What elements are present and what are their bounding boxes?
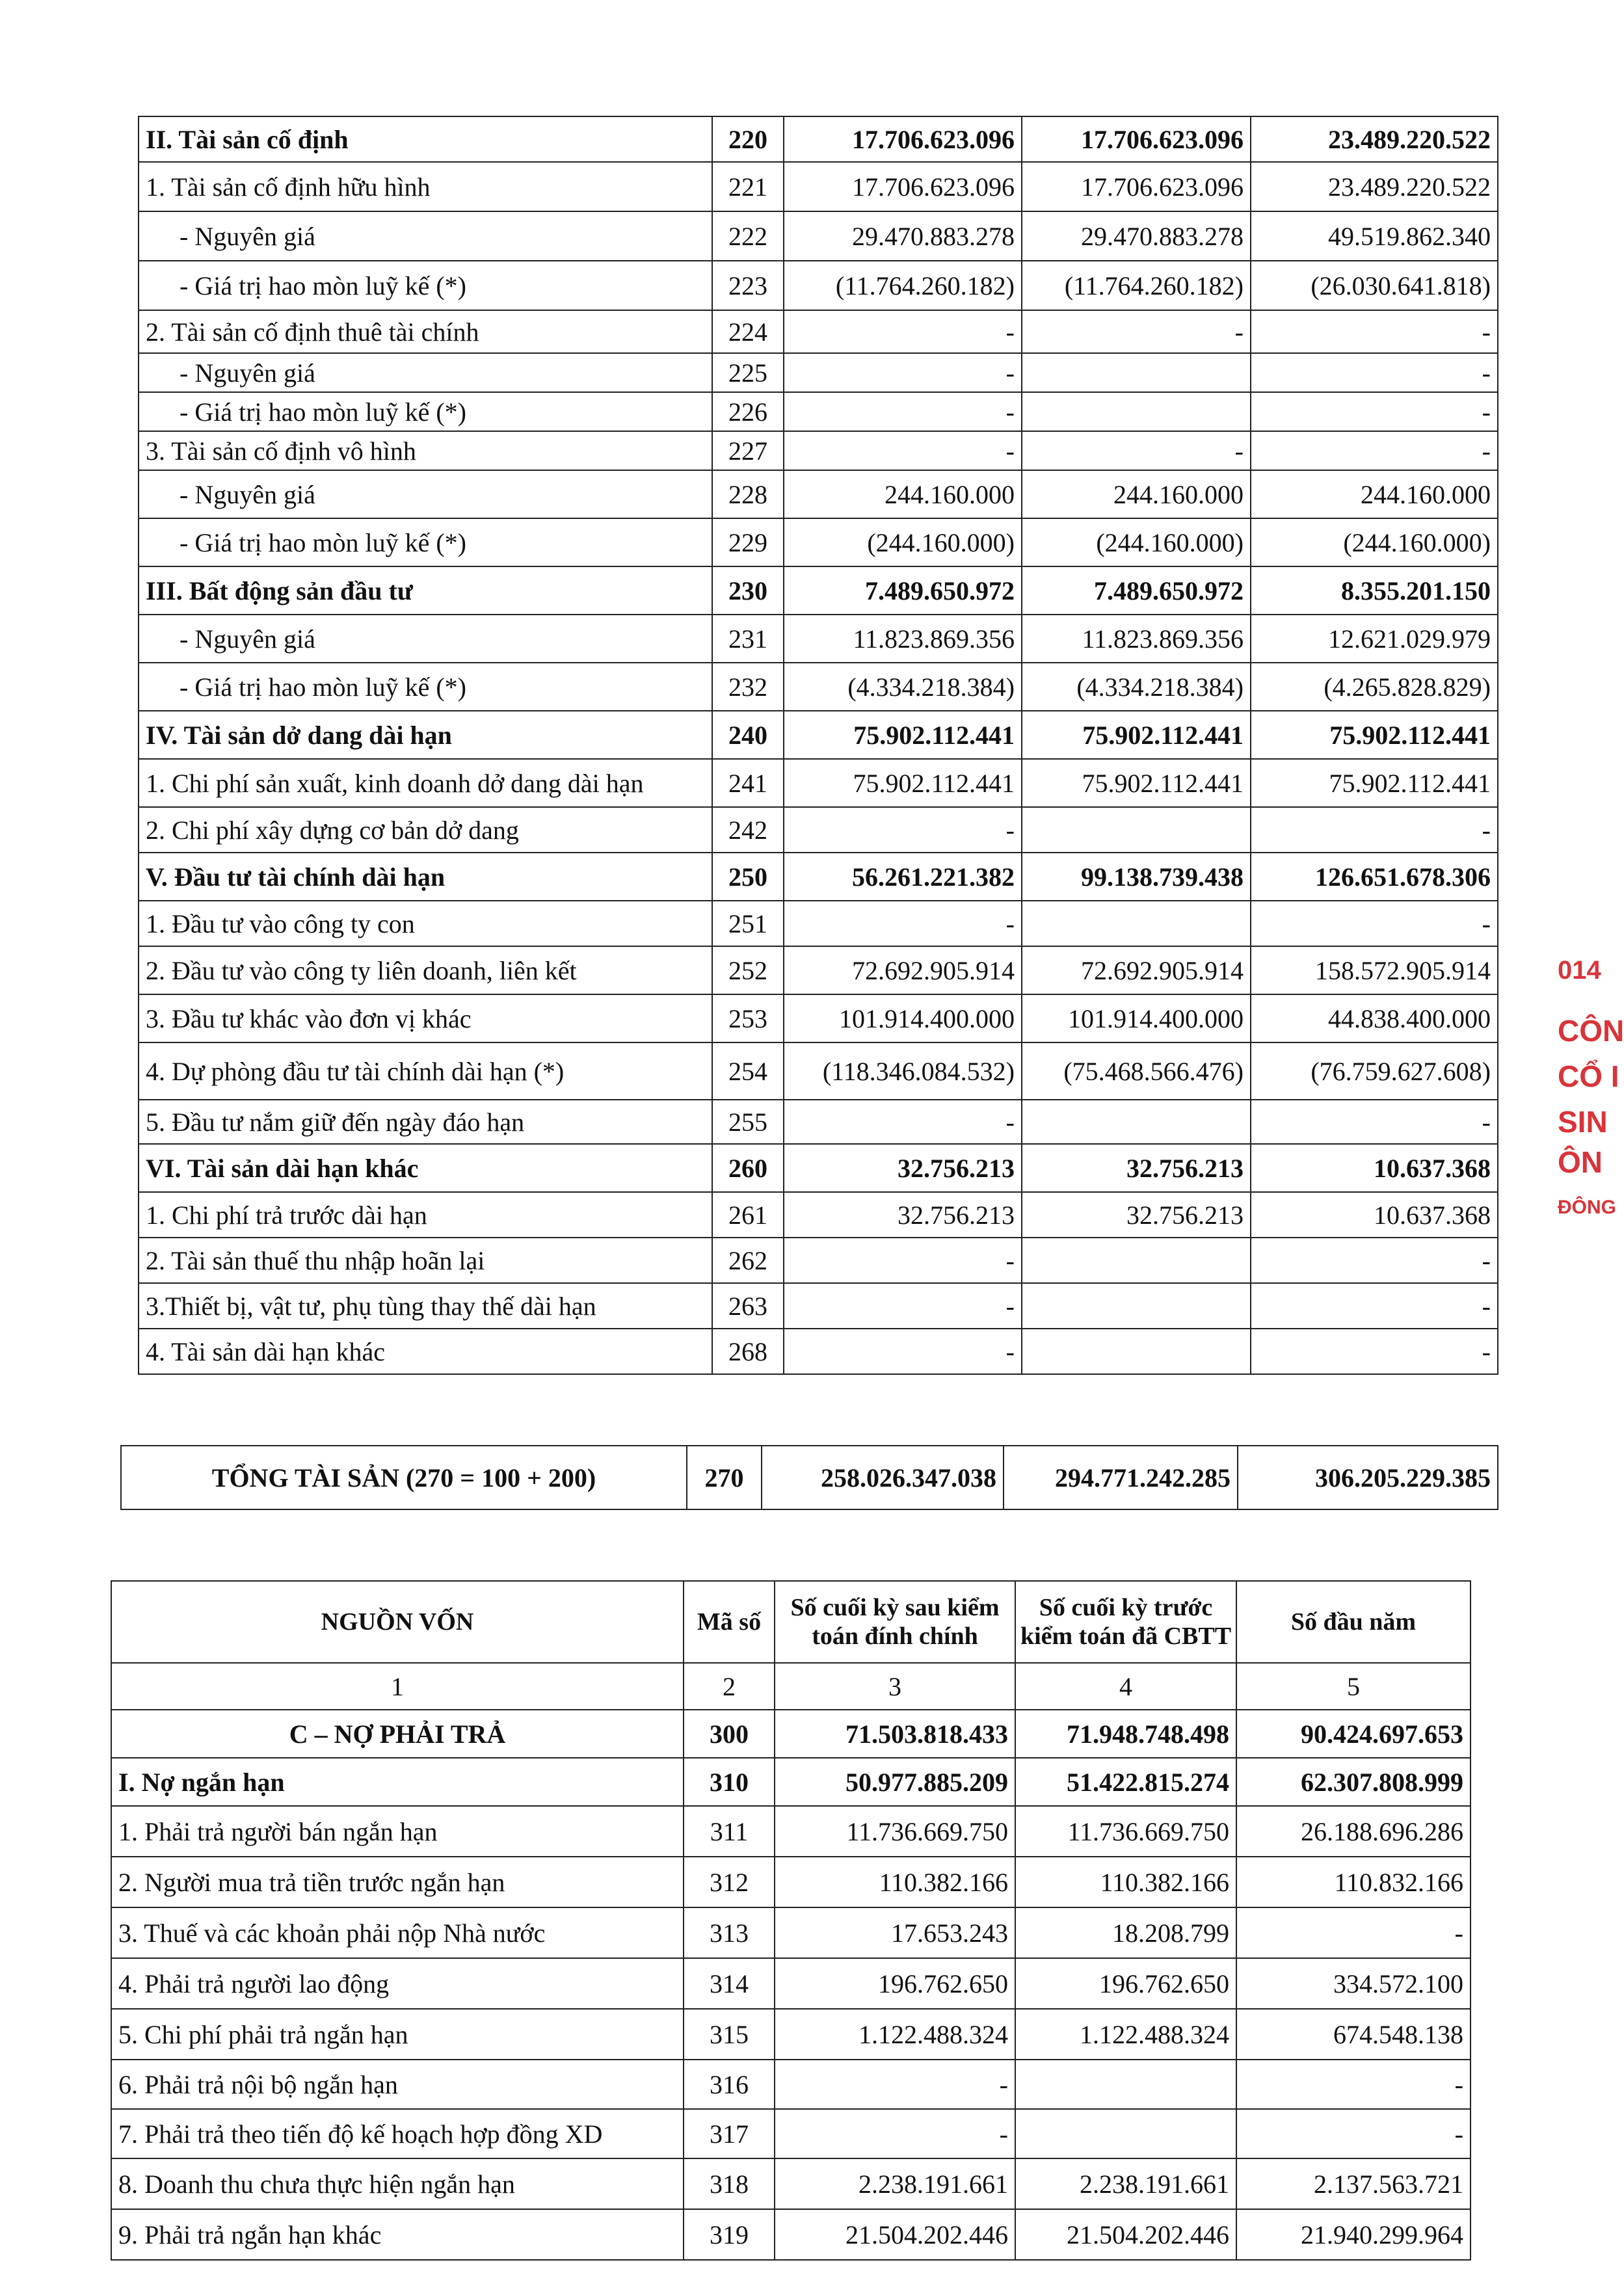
column-number-row: [111, 1663, 1471, 1710]
asset-code: 226: [712, 392, 784, 431]
stamp-text-2: CÔN: [1558, 1014, 1624, 1048]
liability-c4: 196.762.650: [1015, 1958, 1236, 2009]
asset-label: II. Tài sản cố định: [139, 116, 712, 162]
asset-c4: [1022, 353, 1251, 392]
asset-code: 242: [712, 807, 784, 853]
asset-label: 1. Đầu tư vào công ty con: [139, 901, 712, 946]
asset-c4: 101.914.400.000: [1022, 994, 1251, 1042]
total-assets-c5: 306.205.229.385: [1238, 1446, 1498, 1509]
asset-row: [139, 663, 1498, 711]
asset-code: 262: [712, 1238, 784, 1283]
asset-c3: -: [784, 1283, 1022, 1329]
asset-row: [139, 615, 1498, 663]
asset-code: 268: [712, 1329, 784, 1374]
asset-label: 1. Tài sản cố định hữu hình: [139, 162, 712, 211]
asset-c5: -: [1251, 353, 1498, 392]
asset-code: 225: [712, 353, 784, 392]
liability-code: 315: [684, 2009, 775, 2060]
asset-c3: 72.692.905.914: [784, 946, 1022, 994]
liability-label: 6. Phải trả nội bộ ngắn hạn: [111, 2060, 684, 2109]
asset-c4: [1022, 901, 1251, 946]
asset-label: 2. Tài sản cố định thuê tài chính: [139, 310, 712, 353]
liability-c3: 2.238.191.661: [775, 2158, 1015, 2209]
asset-c3: 75.902.112.441: [784, 711, 1022, 759]
asset-c5: -: [1251, 1329, 1498, 1374]
asset-code: 240: [712, 711, 784, 759]
asset-row: [139, 1144, 1498, 1192]
asset-label: 5. Đầu tư nắm giữ đến ngày đáo hạn: [139, 1100, 712, 1144]
asset-code: 220: [712, 116, 784, 162]
asset-c3: -: [784, 392, 1022, 431]
liability-label: C – NỢ PHẢI TRẢ: [111, 1710, 684, 1758]
asset-label: - Nguyên giá: [139, 470, 712, 518]
liability-label: 4. Phải trả người lao động: [111, 1958, 684, 2009]
asset-label: 1. Chi phí sản xuất, kinh doanh dở dang dài hạn: [139, 759, 712, 807]
header-col3-line2: toán đính chính: [812, 1623, 978, 1650]
asset-label: 3. Tài sản cố định vô hình: [139, 431, 712, 470]
asset-c3: (4.334.218.384): [784, 663, 1022, 711]
asset-label: 2. Tài sản thuế thu nhập hoãn lại: [139, 1238, 712, 1283]
asset-code: 253: [712, 994, 784, 1042]
asset-c5: 49.519.862.340: [1251, 211, 1498, 261]
asset-c5: -: [1251, 901, 1498, 946]
liability-c4: 71.948.748.498: [1015, 1710, 1236, 1758]
asset-c3: 56.261.221.382: [784, 853, 1022, 901]
asset-row: [139, 392, 1498, 431]
col-number-1: 1: [111, 1663, 684, 1710]
asset-c3: -: [784, 1238, 1022, 1283]
liability-row: [111, 1806, 1471, 1857]
asset-label: V. Đầu tư tài chính dài hạn: [139, 853, 712, 901]
asset-code: 223: [712, 261, 784, 310]
asset-row: [139, 1042, 1498, 1100]
asset-code: 255: [712, 1100, 784, 1144]
asset-label: - Nguyên giá: [139, 211, 712, 261]
asset-row: [139, 807, 1498, 853]
asset-c3: -: [784, 1329, 1022, 1374]
asset-code: 254: [712, 1042, 784, 1100]
asset-c3: -: [784, 310, 1022, 353]
asset-code: 224: [712, 310, 784, 353]
liability-c3: 11.736.669.750: [775, 1806, 1015, 1857]
liability-c5: -: [1236, 2060, 1471, 2109]
asset-c3: 7.489.650.972: [784, 566, 1022, 615]
liability-row: [111, 1907, 1471, 1958]
asset-code: 222: [712, 211, 784, 261]
header-col2: Mã số: [684, 1581, 775, 1663]
liability-code: 312: [684, 1857, 775, 1907]
asset-c3: 29.470.883.278: [784, 211, 1022, 261]
liability-code: 313: [684, 1907, 775, 1958]
asset-c4: 244.160.000: [1022, 470, 1251, 518]
liability-label: 8. Doanh thu chưa thực hiện ngắn hạn: [111, 2158, 684, 2209]
asset-c3: 101.914.400.000: [784, 994, 1022, 1042]
asset-c4: (244.160.000): [1022, 518, 1251, 566]
asset-c4: 29.470.883.278: [1022, 211, 1251, 261]
stamp-text-4: SIN: [1558, 1105, 1608, 1139]
asset-row: [139, 116, 1498, 162]
asset-c5: -: [1251, 310, 1498, 353]
asset-row: [139, 1100, 1498, 1144]
asset-label: 1. Chi phí trả trước dài hạn: [139, 1192, 712, 1238]
asset-label: 3. Đầu tư khác vào đơn vị khác: [139, 994, 712, 1042]
asset-code: 260: [712, 1144, 784, 1192]
asset-code: 263: [712, 1283, 784, 1329]
asset-c5: -: [1251, 1100, 1498, 1144]
liability-label: 1. Phải trả người bán ngắn hạn: [111, 1806, 684, 1857]
liability-c4: [1015, 2060, 1236, 2109]
asset-c5: (76.759.627.608): [1251, 1042, 1498, 1100]
liability-c3: -: [775, 2109, 1015, 2158]
asset-c5: 8.355.201.150: [1251, 566, 1498, 615]
asset-c4: 7.489.650.972: [1022, 566, 1251, 615]
asset-c5: 75.902.112.441: [1251, 759, 1498, 807]
asset-c3: 17.706.623.096: [784, 162, 1022, 211]
liability-code: 318: [684, 2158, 775, 2209]
asset-c5: 10.637.368: [1251, 1144, 1498, 1192]
asset-c3: -: [784, 431, 1022, 470]
asset-label: III. Bất động sản đầu tư: [139, 566, 712, 615]
asset-c4: [1022, 1283, 1251, 1329]
liability-row: [111, 2109, 1471, 2158]
asset-row: [139, 1238, 1498, 1283]
col-number-3: 3: [775, 1663, 1015, 1710]
asset-c5: 23.489.220.522: [1251, 162, 1498, 211]
asset-row: [139, 1329, 1498, 1374]
liability-c4: 2.238.191.661: [1015, 2158, 1236, 2209]
asset-label: - Nguyên giá: [139, 615, 712, 663]
asset-c4: [1022, 807, 1251, 853]
asset-row: [139, 1283, 1498, 1329]
asset-c3: 11.823.869.356: [784, 615, 1022, 663]
col-number-5: 5: [1236, 1663, 1471, 1710]
asset-c4: [1022, 1329, 1251, 1374]
asset-row: [139, 261, 1498, 310]
asset-code: 231: [712, 615, 784, 663]
liability-c3: 50.977.885.209: [775, 1758, 1015, 1806]
asset-c4: (4.334.218.384): [1022, 663, 1251, 711]
asset-c4: 17.706.623.096: [1022, 162, 1251, 211]
asset-c3: 32.756.213: [784, 1192, 1022, 1238]
asset-code: 261: [712, 1192, 784, 1238]
asset-c3: 75.902.112.441: [784, 759, 1022, 807]
total-assets-label: TỔNG TÀI SẢN (270 = 100 + 200): [121, 1446, 687, 1509]
liability-c5: 2.137.563.721: [1236, 2158, 1471, 2209]
asset-code: 230: [712, 566, 784, 615]
liability-code: 319: [684, 2209, 775, 2260]
asset-c3: 17.706.623.096: [784, 116, 1022, 162]
liability-row: [111, 2009, 1471, 2060]
assets-table: [138, 116, 1498, 1375]
asset-c5: -: [1251, 1238, 1498, 1283]
header-col3-line1: Số cuối kỳ sau kiểm: [790, 1594, 1000, 1621]
asset-c5: -: [1251, 431, 1498, 470]
asset-label: 4. Dự phòng đầu tư tài chính dài hạn (*): [139, 1042, 712, 1100]
red-seal-stamp: [1558, 956, 1624, 1242]
asset-row: [139, 994, 1498, 1042]
liability-row: [111, 2158, 1471, 2209]
asset-label: 2. Chi phí xây dựng cơ bản dở dang: [139, 807, 712, 853]
stamp-text-5: ÔN: [1558, 1145, 1603, 1179]
asset-row: [139, 901, 1498, 946]
asset-c3: (118.346.084.532): [784, 1042, 1022, 1100]
asset-code: 221: [712, 162, 784, 211]
asset-c4: -: [1022, 431, 1251, 470]
liability-row: [111, 2209, 1471, 2260]
asset-c3: 32.756.213: [784, 1144, 1022, 1192]
asset-label: 3.Thiết bị, vật tư, phụ tùng thay thế dài hạn: [139, 1283, 712, 1329]
liability-c5: -: [1236, 2109, 1471, 2158]
asset-c4: 72.692.905.914: [1022, 946, 1251, 994]
liability-c3: 1.122.488.324: [775, 2009, 1015, 2060]
liability-c3: 71.503.818.433: [775, 1710, 1015, 1758]
asset-c5: 10.637.368: [1251, 1192, 1498, 1238]
liability-c3: 196.762.650: [775, 1958, 1015, 2009]
asset-c3: -: [784, 353, 1022, 392]
stamp-text-1: 014: [1558, 956, 1601, 985]
asset-c4: [1022, 1100, 1251, 1144]
liability-c5: 110.832.166: [1236, 1857, 1471, 1907]
asset-c5: 44.838.400.000: [1251, 994, 1498, 1042]
asset-c3: -: [784, 807, 1022, 853]
liability-c3: 110.382.166: [775, 1857, 1015, 1907]
total-assets-row: [121, 1446, 1498, 1509]
asset-row: [139, 310, 1498, 353]
asset-code: 232: [712, 663, 784, 711]
header-col4-line1: Số cuối kỳ trước: [1039, 1594, 1213, 1621]
asset-row: [139, 853, 1498, 901]
asset-c5: (4.265.828.829): [1251, 663, 1498, 711]
asset-c4: 11.823.869.356: [1022, 615, 1251, 663]
header-row: [111, 1581, 1471, 1663]
liability-row: [111, 1857, 1471, 1907]
liability-row: [111, 2060, 1471, 2109]
asset-c5: 158.572.905.914: [1251, 946, 1498, 994]
asset-code: 250: [712, 853, 784, 901]
asset-c5: 23.489.220.522: [1251, 116, 1498, 162]
asset-label: 2. Đầu tư vào công ty liên doanh, liên kết: [139, 946, 712, 994]
liability-row: [111, 1710, 1471, 1758]
total-assets-code: 270: [687, 1446, 762, 1509]
asset-c4: (11.764.260.182): [1022, 261, 1251, 310]
asset-c3: 244.160.000: [784, 470, 1022, 518]
liability-row: [111, 1958, 1471, 2009]
liabilities-table: [111, 1580, 1471, 2261]
asset-row: [139, 162, 1498, 211]
asset-label: - Giá trị hao mòn luỹ kế (*): [139, 518, 712, 566]
asset-label: - Giá trị hao mòn luỹ kế (*): [139, 392, 712, 431]
liability-c4: [1015, 2109, 1236, 2158]
asset-c5: 126.651.678.306: [1251, 853, 1498, 901]
asset-label: - Nguyên giá: [139, 353, 712, 392]
total-assets-c3: 258.026.347.038: [762, 1446, 1004, 1509]
asset-c4: 75.902.112.441: [1022, 759, 1251, 807]
asset-c5: 75.902.112.441: [1251, 711, 1498, 759]
asset-c3: -: [784, 1100, 1022, 1144]
asset-row: [139, 1192, 1498, 1238]
asset-c5: -: [1251, 392, 1498, 431]
col-number-2: 2: [684, 1663, 775, 1710]
asset-label: - Giá trị hao mòn luỹ kế (*): [139, 663, 712, 711]
liability-label: 7. Phải trả theo tiến độ kế hoạch hợp đồng XD: [111, 2109, 684, 2158]
liability-c5: 334.572.100: [1236, 1958, 1471, 2009]
asset-c3: (11.764.260.182): [784, 261, 1022, 310]
asset-code: 252: [712, 946, 784, 994]
asset-c4: 17.706.623.096: [1022, 116, 1251, 162]
asset-row: [139, 211, 1498, 261]
total-assets-table: [120, 1445, 1498, 1510]
asset-code: 229: [712, 518, 784, 566]
liability-c5: 90.424.697.653: [1236, 1710, 1471, 1758]
header-col1: NGUỒN VỐN: [111, 1581, 684, 1663]
liability-c4: 110.382.166: [1015, 1857, 1236, 1907]
asset-row: [139, 431, 1498, 470]
asset-row: [139, 518, 1498, 566]
liability-label: 9. Phải trả ngắn hạn khác: [111, 2209, 684, 2260]
asset-c4: -: [1022, 310, 1251, 353]
asset-row: [139, 353, 1498, 392]
asset-c3: -: [784, 901, 1022, 946]
asset-c5: 12.621.029.979: [1251, 615, 1498, 663]
header-col4-line2: kiểm toán đã CBTT: [1020, 1623, 1232, 1650]
asset-label: 4. Tài sản dài hạn khác: [139, 1329, 712, 1374]
liability-c4: 21.504.202.446: [1015, 2209, 1236, 2260]
liability-c3: 21.504.202.446: [775, 2209, 1015, 2260]
asset-code: 227: [712, 431, 784, 470]
liability-label: 3. Thuế và các khoản phải nộp Nhà nước: [111, 1907, 684, 1958]
liability-c5: 62.307.808.999: [1236, 1758, 1471, 1806]
asset-row: [139, 566, 1498, 615]
asset-c4: [1022, 1238, 1251, 1283]
liability-c4: 51.422.815.274: [1015, 1758, 1236, 1806]
liability-c5: 674.548.138: [1236, 2009, 1471, 2060]
liability-c5: -: [1236, 1907, 1471, 1958]
liability-code: 311: [684, 1806, 775, 1857]
col-number-4: 4: [1015, 1663, 1236, 1710]
asset-label: IV. Tài sản dở dang dài hạn: [139, 711, 712, 759]
liability-c4: 1.122.488.324: [1015, 2009, 1236, 2060]
asset-c5: (26.030.641.818): [1251, 261, 1498, 310]
total-assets-c4: 294.771.242.285: [1004, 1446, 1238, 1509]
asset-code: 241: [712, 759, 784, 807]
asset-label: VI. Tài sản dài hạn khác: [139, 1144, 712, 1192]
asset-c5: -: [1251, 807, 1498, 853]
asset-c4: (75.468.566.476): [1022, 1042, 1251, 1100]
liability-c4: 18.208.799: [1015, 1907, 1236, 1958]
asset-c5: -: [1251, 1283, 1498, 1329]
stamp-text-3: CỔ I: [1558, 1059, 1619, 1093]
asset-c5: (244.160.000): [1251, 518, 1498, 566]
liability-c5: 21.940.299.964: [1236, 2209, 1471, 2260]
header-col5: Số đầu năm: [1236, 1581, 1471, 1663]
asset-row: [139, 470, 1498, 518]
liability-c3: 17.653.243: [775, 1907, 1015, 1958]
header-col4: [1015, 1581, 1236, 1663]
asset-c4: 32.756.213: [1022, 1144, 1251, 1192]
liability-code: 300: [684, 1710, 775, 1758]
asset-row: [139, 711, 1498, 759]
liability-c5: 26.188.696.286: [1236, 1806, 1471, 1857]
asset-c4: 99.138.739.438: [1022, 853, 1251, 901]
asset-c4: 75.902.112.441: [1022, 711, 1251, 759]
liability-code: 317: [684, 2109, 775, 2158]
asset-code: 228: [712, 470, 784, 518]
asset-row: [139, 946, 1498, 994]
header-col3: [775, 1581, 1015, 1663]
liability-code: 316: [684, 2060, 775, 2109]
stamp-text-6: ĐÔNG: [1558, 1197, 1616, 1218]
asset-c4: 32.756.213: [1022, 1192, 1251, 1238]
liability-label: I. Nợ ngắn hạn: [111, 1758, 684, 1806]
liability-code: 314: [684, 1958, 775, 2009]
asset-row: [139, 759, 1498, 807]
assets-body: [139, 116, 1498, 1374]
asset-label: - Giá trị hao mòn luỹ kế (*): [139, 261, 712, 310]
liabilities-body: [111, 1710, 1471, 2260]
liability-c3: -: [775, 2060, 1015, 2109]
asset-c5: 244.160.000: [1251, 470, 1498, 518]
liability-code: 310: [684, 1758, 775, 1806]
liability-row: [111, 1758, 1471, 1806]
liability-c4: 11.736.669.750: [1015, 1806, 1236, 1857]
liability-label: 2. Người mua trả tiền trước ngắn hạn: [111, 1857, 684, 1907]
asset-c3: (244.160.000): [784, 518, 1022, 566]
liability-label: 5. Chi phí phải trả ngắn hạn: [111, 2009, 684, 2060]
asset-c4: [1022, 392, 1251, 431]
asset-code: 251: [712, 901, 784, 946]
